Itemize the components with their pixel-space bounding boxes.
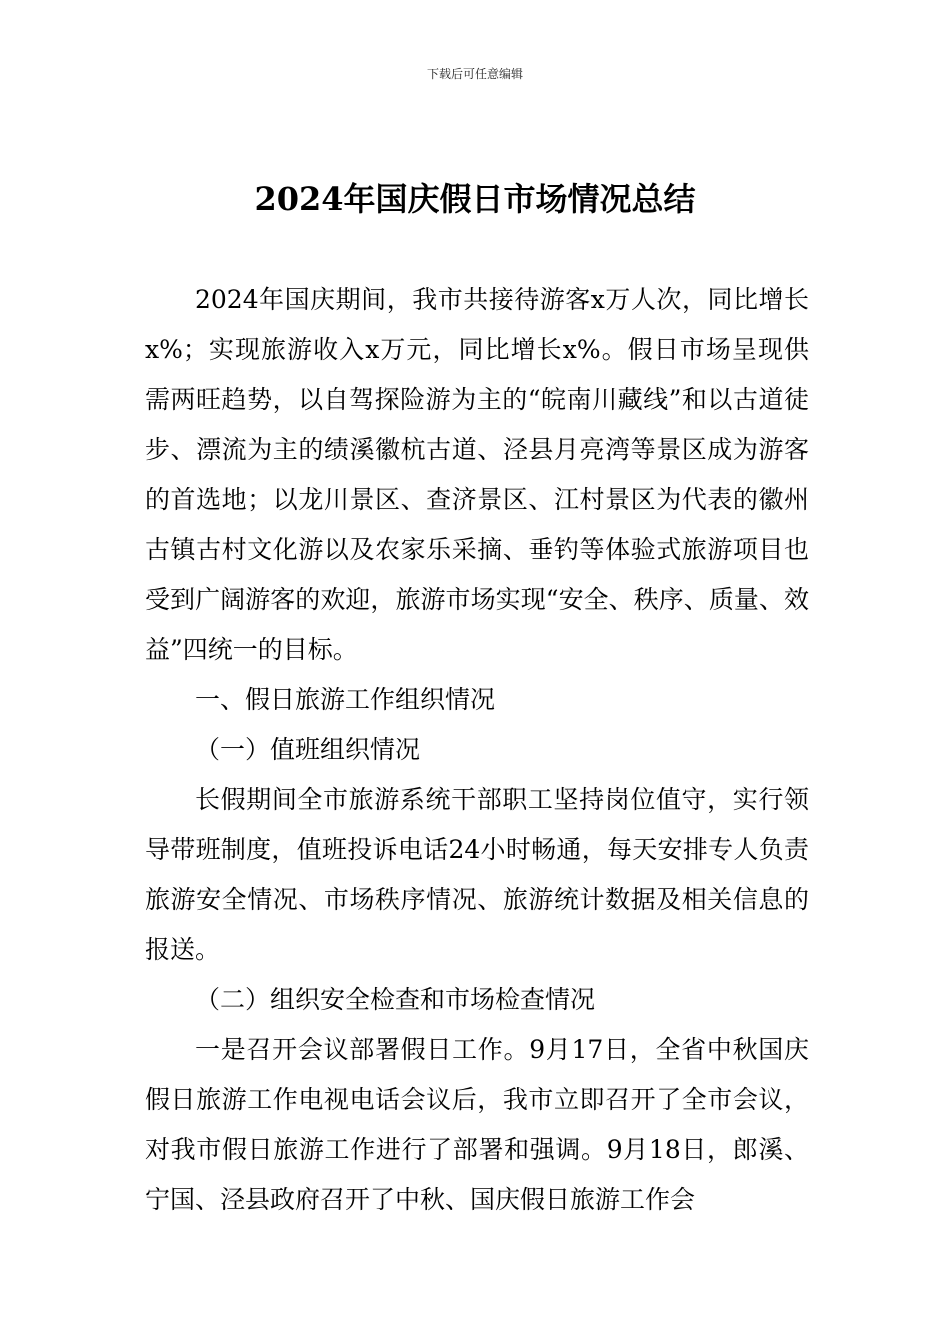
subsection-heading-2: （二）组织安全检查和市场检查情况 bbox=[195, 985, 596, 1014]
header-note: 下载后可任意编辑 bbox=[426, 67, 523, 81]
paragraph-meetings: 一是召开会议部署假日工作。9月17日，全省中秋国庆假日旅游工作电视电话会议后，我市立即召开了全市会议，对我市假日旅游工作进行了部署和强调。9月18日，郎溪、宁国、泾县政府召开了中秋、国庆假日旅游工作会 bbox=[145, 1035, 809, 1214]
document-body bbox=[145, 275, 809, 1225]
paragraph-intro: 2024年国庆期间，我市共接待游客x万人次，同比增长x%；实现旅游收入x万元，同比增长x%。假日市场呈现供需两旺趋势，以自驾探险游为主的“皖南川藏线”和以古道徒步、漂流为主的绩溪徽杭古道、泾县月亮湾等景区成为游客的首选地；以龙川景区、查济景区、江村景区为代表的徽州古镇古村文化游以及农家乐采摘、垂钓等体验式旅游项目也受到广阔游客的欢迎，旅游市场实现“安全、秩序、质量、效益”四统一的目标。 bbox=[145, 285, 809, 664]
paragraph-duty: 长假期间全市旅游系统干部职工坚持岗位值守，实行领导带班制度，值班投诉电话24小时畅通，每天安排专人负责旅游安全情况、市场秩序情况、旅游统计数据及相关信息的报送。 bbox=[145, 785, 809, 964]
section-heading-1: 一、假日旅游工作组织情况 bbox=[195, 685, 496, 714]
subsection-heading-1: （一）值班组织情况 bbox=[195, 735, 421, 764]
document-title: 2024年国庆假日市场情况总结 bbox=[254, 180, 696, 218]
